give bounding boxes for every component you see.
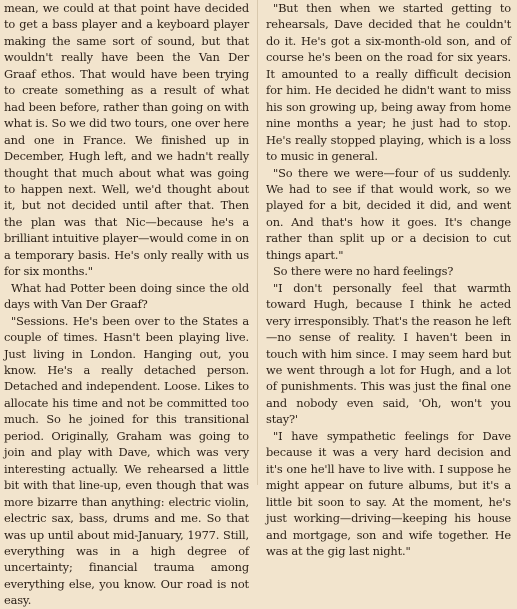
- paragraph: "I don't personally feel that warmth toward Hugh, because I think he acted very irresponsibly. That's the reason he left—no sense of reality. I haven't been in touch with him since. I may seem hard but we went through a lot for Hugh, and a lot of punishments. This was just the final one and nobody even said, 'Oh, won't you stay?': [266, 280, 511, 427]
- left-text-column: [4, 0, 249, 609]
- interviewer-question: So there were no hard feelings?: [273, 264, 454, 279]
- column-divider: [257, 0, 258, 485]
- interviewer-question: What had Potter been doing since the old days with Van Der Graaf?: [4, 280, 249, 312]
- paragraph: "Sessions. He's been over to the States a couple of times. Hasn't been playing live. Just living in London. Hanging out, you know. He's a really detached person. Detached and independent. Loose. Likes to allocate his time and not be committed too much. So he joined for this transitional period. Originally, Graham was going to join and play with Dave, which was very interesting actually. We rehearsed a little bit with that line-up, even though that was more bizarre than anything: electric violin, electric sax, bass, drums and me. So that was up until about mid-January, 1977. Still, everything was in a high degree of uncertainty; financial trauma among everything else, you know. Our road is not easy.: [4, 313, 249, 608]
- paragraph: "I have sympathetic feelings for Dave because it was a very hard decision and it's one he'll have to live with. I suppose he might appear on future albums, but it's a little bit soon to say. At the moment, he's just working—driving—keeping his house and mortgage, son and wife together. He was at the gig last night.": [266, 428, 511, 558]
- right-text-column: [266, 0, 511, 559]
- paragraph-continued: mean, we could at that point have decided to get a bass player and a keyboard player making the same sort of sound, but that wouldn't really have been the Van Der Graaf ethos. That would have been trying to create something as a result of what had been before, rather than going on with what is. So we did two tours, one over here and one in France. We finished up in December, Hugh left, and we hadn't really thought that much about what was going to happen next. Well, we'd thought about it, but not decided until after that. Then the plan was that Nic—because he's a brilliant intuitive player—would come in on a temporary basis. He's only really with us for six months.": [4, 1, 249, 279]
- paragraph: "But then when we started getting to rehearsals, Dave decided that he couldn't do it. He's got a six-month-old son, and of course he's been on the road for six years. It amounted to a really difficult decision for him. He decided he didn't want to miss his son growing up, being away from home nine months a year; he just had to stop. He's really stopped playing, which is a loss to music in general.: [266, 1, 511, 164]
- paragraph: "So there we were—four of us suddenly. We had to see if that would work, so we played for a bit, decided it did, and went on. And that's how it goes. It's change rather than split up or a decision to cut things apart.": [266, 165, 511, 262]
